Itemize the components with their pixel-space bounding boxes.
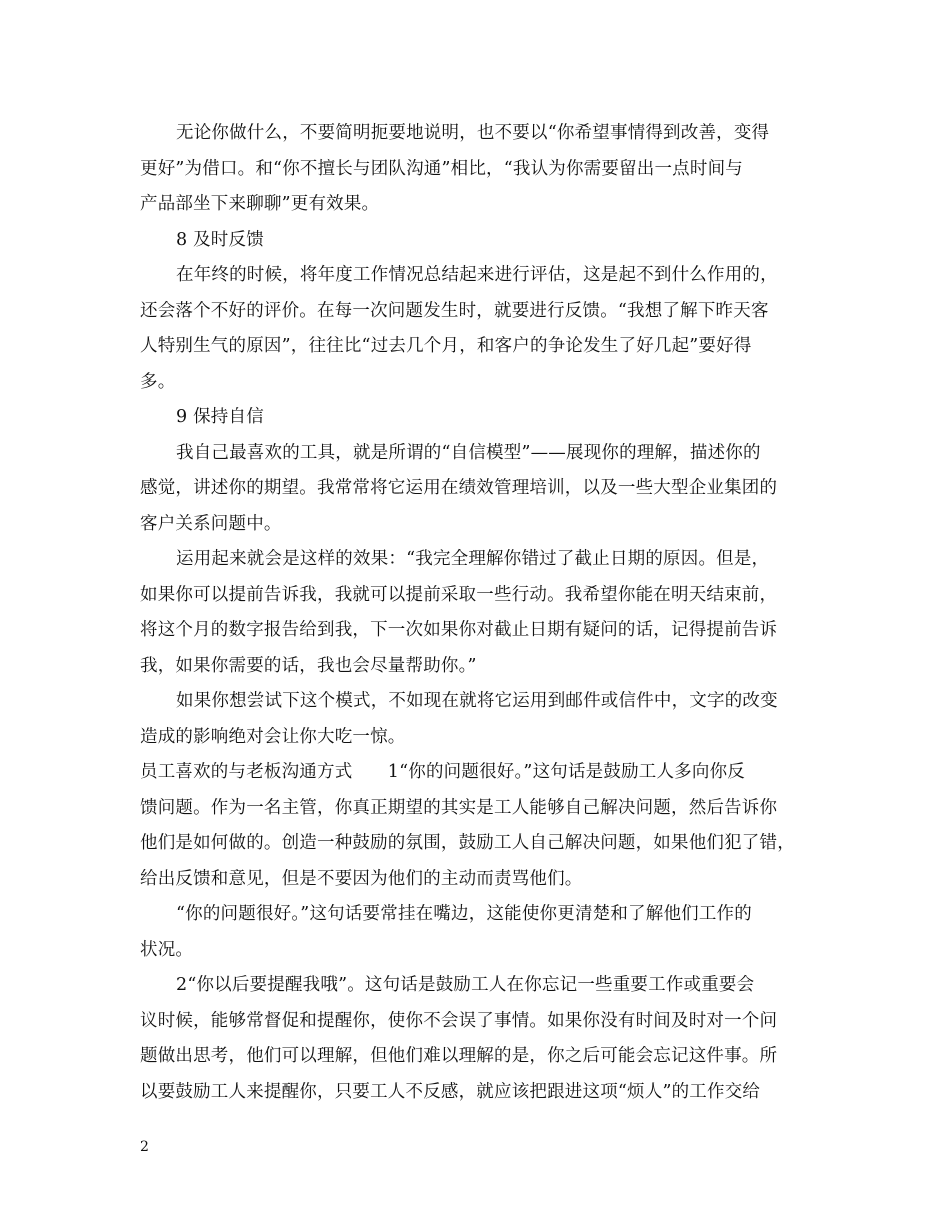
text-line: 题做出思考，他们可以理解，但他们难以理解的是，你之后可能会忘记这件事。所 [140, 1046, 778, 1066]
text-line: 员工喜欢的与老板沟通方式 1“你的问题很好。”这句话是鼓励工人多向你反 [140, 762, 745, 782]
text-line: 以要鼓励工人来提醒你，只要工人不反感，就应该把跟进这项“烦人”的工作交给 [140, 1081, 761, 1102]
body-text [140, 116, 820, 1110]
text-line: 多。 [140, 371, 176, 392]
text-line: 在年终的时候，将年度工作情况总结起来进行评估，这是起不到什么作用的， [176, 265, 778, 285]
text-line: 如果你想尝试下这个模式，不如现在就将它运用到邮件或信件中，文字的改变 [176, 691, 778, 711]
text-line: 无论你做什么，不要简明扼要地说明，也不要以“你希望事情得到改善，变得 [176, 123, 770, 143]
text-line: 2“你以后要提醒我哦”。这句话是鼓励工人在你忘记一些重要工作或重要会 [176, 975, 755, 995]
text-line: 我自己最喜欢的工具，就是所谓的“自信模型”——展现你的理解，描述你的 [176, 442, 761, 463]
text-line: 将这个月的数字报告给到我，下一次如果你对截止日期有疑问的话，记得提前告诉 [140, 620, 778, 640]
text-line: 人特别生气的原因”，往往比“过去几个月，和客户的争论发生了好几起”要好得 [140, 336, 752, 356]
text-line: 运用起来就会是这样的效果：“我完全理解你错过了截止日期的原因。但是， [176, 549, 770, 569]
text-line: 如果你可以提前告诉我，我就可以提前采取一些行动。我希望你能在明天结束前， [140, 584, 778, 605]
text-line: 我，如果你需要的话，我也会尽量帮助你。” [140, 655, 477, 676]
text-line: 议时候，能够常督促和提醒你，使你不会误了事情。如果你没有时间及时对一个问 [140, 1010, 778, 1031]
text-line: 还会落个不好的评价。在每一次问题发生时，就要进行反馈。“我想了解下昨天客 [140, 300, 769, 321]
text-line: 状况。 [140, 939, 194, 960]
text-line: 馈问题。作为一名主管，你真正期望的其实是工人能够自己解决问题，然后告诉你 [140, 797, 778, 818]
text-line: 更好”为借口。和“你不擅长与团队沟通”相比，“我认为你需要留出一点时间与 [140, 158, 743, 179]
page-number: 2 [140, 1139, 149, 1155]
section-heading: 8 及时反馈 [176, 229, 264, 250]
text-line: 客户关系问题中。 [140, 513, 282, 534]
text-line: 感觉，讲述你的期望。我常常将它运用在绩效管理培训，以及一些大型企业集团的 [140, 478, 778, 498]
text-line: “你的问题很好。”这句话要常挂在嘴边，这能使你更清楚和了解他们工作的 [176, 904, 752, 924]
section-heading: 9 保持自信 [176, 407, 264, 427]
text-line: 他们是如何做的。创造一种鼓励的氛围，鼓励工人自己解决问题，如果他们犯了错， [140, 833, 795, 853]
text-line: 产品部坐下来聊聊”更有效果。 [140, 194, 380, 214]
text-line: 给出反馈和意见，但是不要因为他们的主动而责骂他们。 [140, 868, 583, 889]
text-line: 造成的影响绝对会让你大吃一惊。 [140, 726, 406, 747]
